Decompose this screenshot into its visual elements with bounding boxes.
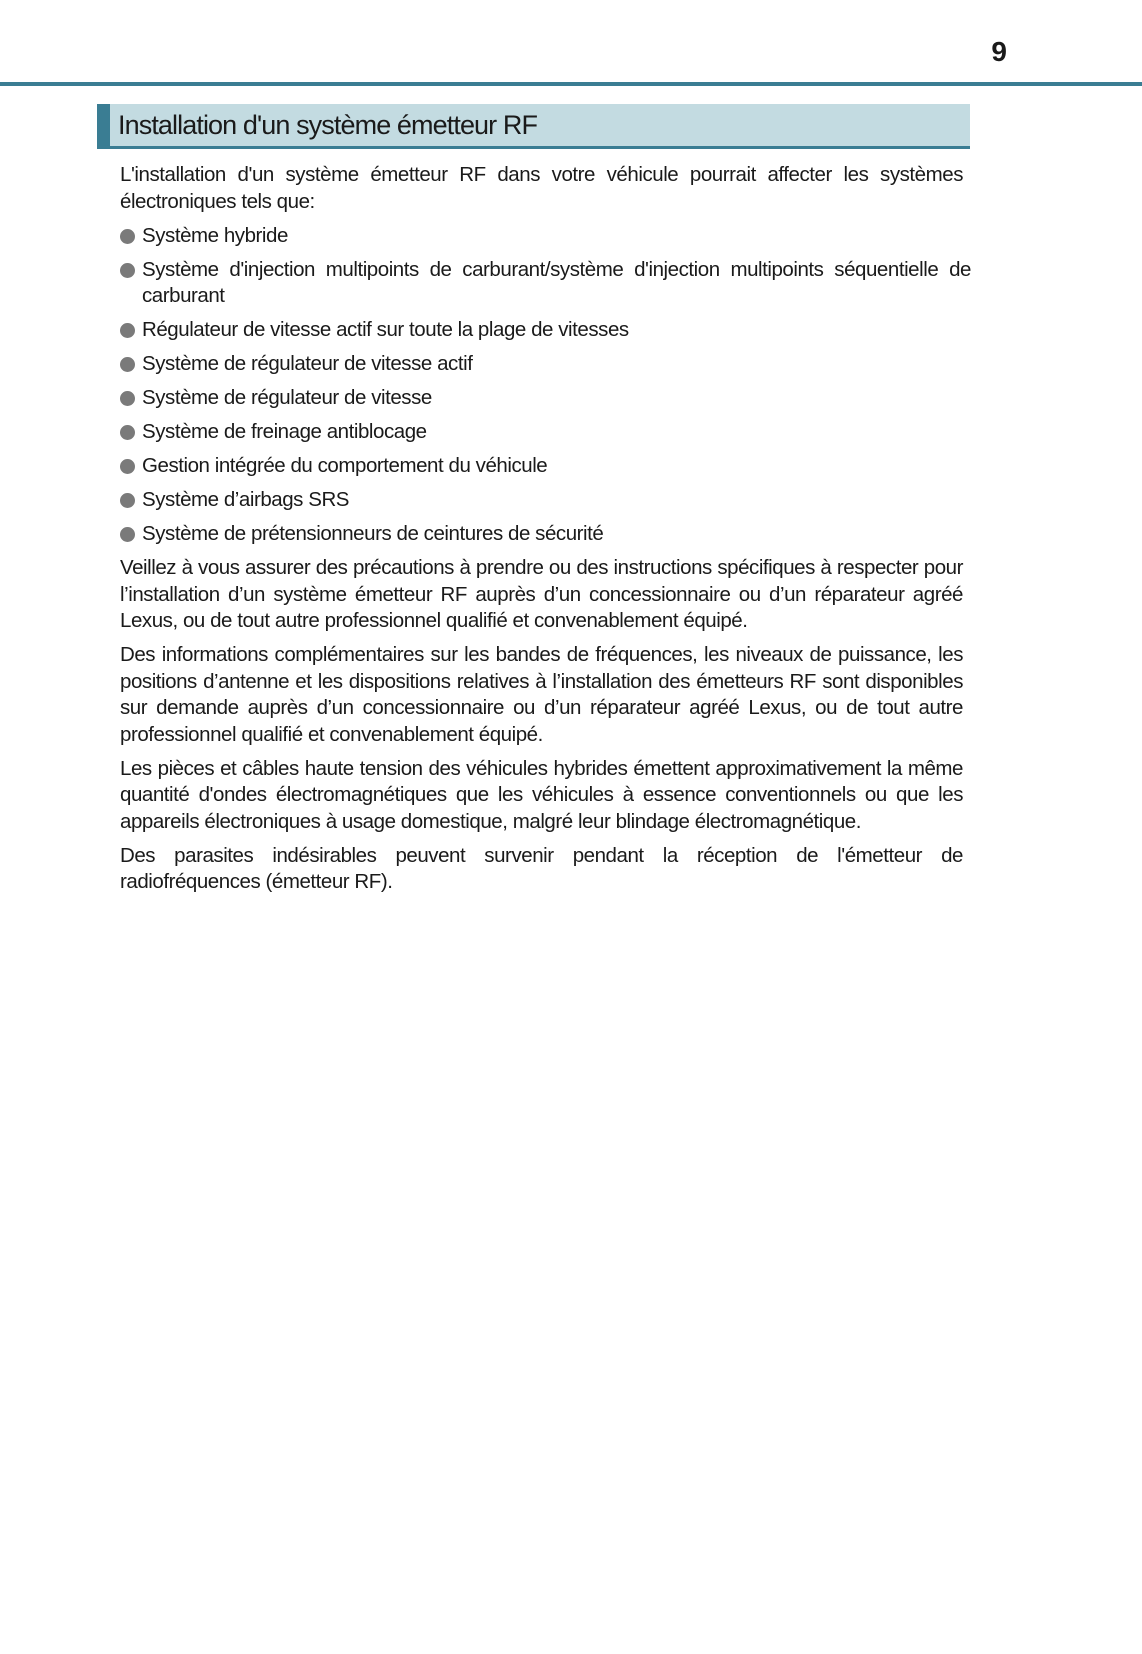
section-body <box>120 162 971 903</box>
list-item: Système d’airbags SRS <box>120 487 963 514</box>
bullet-icon <box>120 229 135 244</box>
intro-paragraph: L'installation d'un système émetteur RF dans votre véhicule pourrait affecter les systèmes électroniques tels que: <box>120 163 963 213</box>
list-item: Système de régulateur de vitesse actif <box>120 351 963 378</box>
bullet-icon <box>120 323 135 338</box>
list-item: Système de régulateur de vitesse <box>120 385 963 412</box>
list-item: Système de prétensionneurs de ceintures de sécurité <box>120 521 963 548</box>
page-number: 9 <box>991 36 1007 67</box>
body-paragraph: Des informations complémentaires sur les bandes de fréquences, les niveaux de puissance, les positions d’antenne et les dispositions relatives à l’installation des émetteurs RF sont disponibles sur demande auprès d’un concessionnaire ou d’un réparateur agréé Lexus, ou de tout autre professionnel qualifié et convenablement équipé. <box>120 643 963 746</box>
body-paragraph: Des parasites indésirables peuvent survenir pendant la réception de l'émetteur de radiofréquences (émetteur RF). <box>120 843 963 893</box>
list-item: Système hybride <box>120 223 963 250</box>
list-item: Système d'injection multipoints de carburant/système d'injection multipoints séquentielle de carburant <box>120 257 971 310</box>
bullet-icon <box>120 425 135 440</box>
bullet-icon <box>120 263 135 278</box>
body-paragraph: Les pièces et câbles haute tension des véhicules hybrides émettent approximativement la même quantité d'ondes électromagnétiques que les véhicules à essence conventionnels ou que les appareils électroniques à usage domestique, malgré leur blindage électromagnétique. <box>120 756 963 833</box>
list-item: Gestion intégrée du comportement du véhicule <box>120 453 963 480</box>
header-rule <box>0 82 1142 86</box>
section-heading <box>97 104 970 149</box>
bullet-icon <box>120 357 135 372</box>
section-title: Installation d'un système émetteur RF <box>118 110 538 140</box>
bullet-icon <box>120 493 135 508</box>
list-item: Système de freinage antiblocage <box>120 419 963 446</box>
heading-accent-bar <box>97 104 110 149</box>
bullet-icon <box>120 527 135 542</box>
affected-systems-list <box>120 223 971 548</box>
list-item: Régulateur de vitesse actif sur toute la plage de vitesses <box>120 317 963 344</box>
body-paragraph: Veillez à vous assurer des précautions à prendre ou des instructions spécifiques à respecter pour l’installation d’un système émetteur RF auprès d’un concessionnaire ou d’un réparateur agréé Lexus, ou de tout autre professionnel qualifié et convenablement équipé. <box>120 556 963 632</box>
bullet-icon <box>120 459 135 474</box>
bullet-icon <box>120 391 135 406</box>
